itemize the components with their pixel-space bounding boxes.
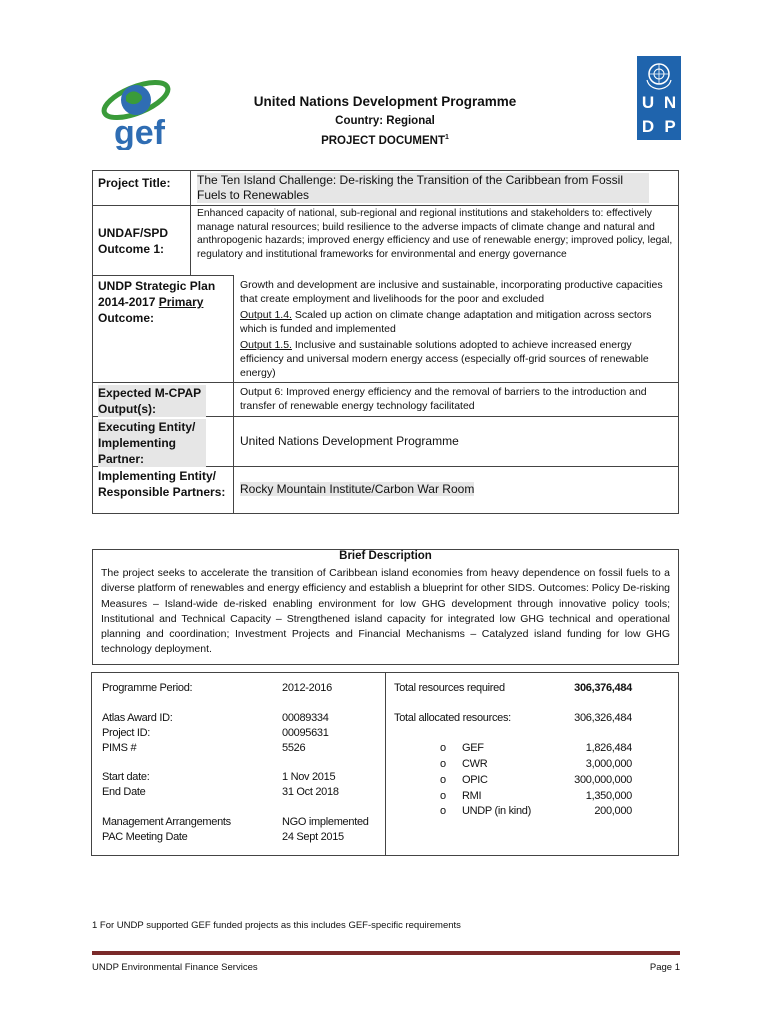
- footer-left: UNDP Environmental Finance Services: [92, 962, 258, 973]
- strategic-plan-label: UNDP Strategic Plan 2014-2017 Primary Outcome:: [98, 279, 216, 325]
- project-info-table: [92, 170, 679, 514]
- footnote: 1 For UNDP supported GEF funded projects as this includes GEF-specific requirements: [92, 920, 461, 931]
- management-arrangements-value: NGO implemented: [282, 816, 369, 828]
- start-date-value: 1 Nov 2015: [282, 771, 336, 783]
- mcpap-value: Output 6: Improved energy efficiency and the removal of barriers to the introduction and transfer of renewable energy technology facilitated: [240, 386, 647, 412]
- undaf-label: UNDAF/SPD Outcome 1:: [98, 226, 169, 256]
- page-number: Page 1: [649, 962, 680, 973]
- end-date-label: End Date: [102, 786, 146, 798]
- total-required-label: Total resources required: [394, 682, 505, 694]
- start-date-label: Start date:: [102, 771, 150, 783]
- end-date-value: 31 Oct 2018: [282, 786, 339, 798]
- source-name: UNDP (in kind): [462, 805, 531, 817]
- executing-entity-value: United Nations Development Programme: [240, 434, 459, 448]
- undp-letter: D: [641, 117, 655, 136]
- atlas-award-value: 00089334: [282, 712, 329, 724]
- bullet-icon: o: [440, 805, 446, 817]
- pims-value: 5526: [282, 742, 306, 754]
- source-value: 3,000,000: [585, 758, 632, 770]
- source-value: 1,350,000: [585, 790, 632, 802]
- implementing-entity-value: Rocky Mountain Institute/Carbon War Room: [240, 482, 475, 496]
- brief-description-box: [92, 549, 679, 665]
- un-emblem-icon: [643, 60, 675, 90]
- org-title: United Nations Development Programme: [253, 94, 517, 109]
- implementing-entity-label: Implementing Entity/ Responsible Partners:: [98, 469, 226, 499]
- total-required-value: 306,376,484: [574, 682, 632, 694]
- source-name: RMI: [462, 790, 482, 802]
- project-title-label: Project Title:: [98, 176, 171, 190]
- document-title: PROJECT DOCUMENT$^1$: [321, 134, 449, 147]
- project-id-value: 00095631: [282, 727, 329, 739]
- source-name: OPIC: [462, 774, 488, 786]
- project-id-label: Project ID:: [102, 727, 151, 739]
- pac-meeting-value: 24 Sept 2015: [282, 831, 344, 843]
- finance-summary-table: [91, 672, 679, 856]
- bullet-icon: o: [440, 742, 446, 754]
- country-line: Country: Regional: [335, 115, 435, 127]
- project-title-value: The Ten Island Challenge: De-risking the Transition of the Caribbean from Fossil Fuels to Renewables: [197, 173, 649, 203]
- source-value: 1,826,484: [585, 742, 632, 754]
- bullet-icon: o: [440, 774, 446, 786]
- management-arrangements-label: Management Arrangements: [102, 816, 231, 828]
- atlas-award-label: Atlas Award ID:: [102, 712, 173, 724]
- source-value: 200,000: [594, 805, 632, 817]
- executing-entity-label: Executing Entity/ Implementing Partner:: [98, 419, 206, 467]
- total-allocated-value: 306,326,484: [574, 712, 632, 724]
- source-name: GEF: [462, 742, 484, 754]
- undp-letter: P: [664, 117, 676, 136]
- strategic-plan-outcome: Growth and development are inclusive and sustainable, incorporating productive capacities that create employment and livelihoods for the poor and excluded: [240, 279, 663, 305]
- pims-label: PIMS #: [102, 742, 137, 754]
- bullet-icon: o: [440, 790, 446, 802]
- gef-wordmark: gef: [114, 114, 165, 150]
- total-allocated-label: Total allocated resources:: [394, 712, 511, 724]
- brief-description-text: The project seeks to accelerate the transition of Caribbean island economies from heavy dependence on fossil fuels to a diverse platform of renewables and energy efficiency and establish a blueprint for other SIDS. Outcomes: Policy De-risking Measures – Island-wide de-risked enabling environment for low GHG development through innovative policy tools; Institutional and Technical Capacity – Strengthened island capacity for integrated low GHG technical and operational planning and coordination; Investment Projects and Financial Mechanisms – Catalyzed island funding for low GHG technology deployment.: [101, 567, 670, 656]
- source-value: 300,000,000: [574, 774, 632, 786]
- undp-letter: N: [663, 93, 677, 112]
- programme-period-value: 2012-2016: [282, 682, 332, 694]
- footnote-mark: 1: [445, 134, 449, 141]
- footer-rule: [92, 951, 680, 955]
- undp-logo: [637, 56, 681, 140]
- programme-period-label: Programme Period:: [102, 682, 193, 694]
- mcpap-label: Expected M-CPAP Output(s):: [98, 385, 206, 417]
- undaf-value: Enhanced capacity of national, sub-regional and regional institutions and stakeholders to: effectively manage natural resources; build resilience to the adverse impacts of climate change and natural and anthropogenic hazards; improved energy efficiency and use of renewable energy; improved policy, legal, regulatory and institutional frameworks for environmental and energy governance: [197, 208, 673, 260]
- source-name: CWR: [462, 758, 488, 770]
- bullet-icon: o: [440, 758, 446, 770]
- brief-description-title: Brief Description: [339, 550, 432, 562]
- output-1-5: Output 1.5. Inclusive and sustainable solutions adopted to achieve increased energy efficiency and universal modern energy access (especially off-grid sources of renewable energy): [240, 339, 649, 379]
- gef-logo: [92, 70, 182, 150]
- output-1-4: Output 1.4. Scaled up action on climate change adaptation and mitigation across sectors which is funded and implemented: [240, 309, 652, 335]
- pac-meeting-label: PAC Meeting Date: [102, 831, 188, 843]
- undp-letter: U: [641, 93, 655, 112]
